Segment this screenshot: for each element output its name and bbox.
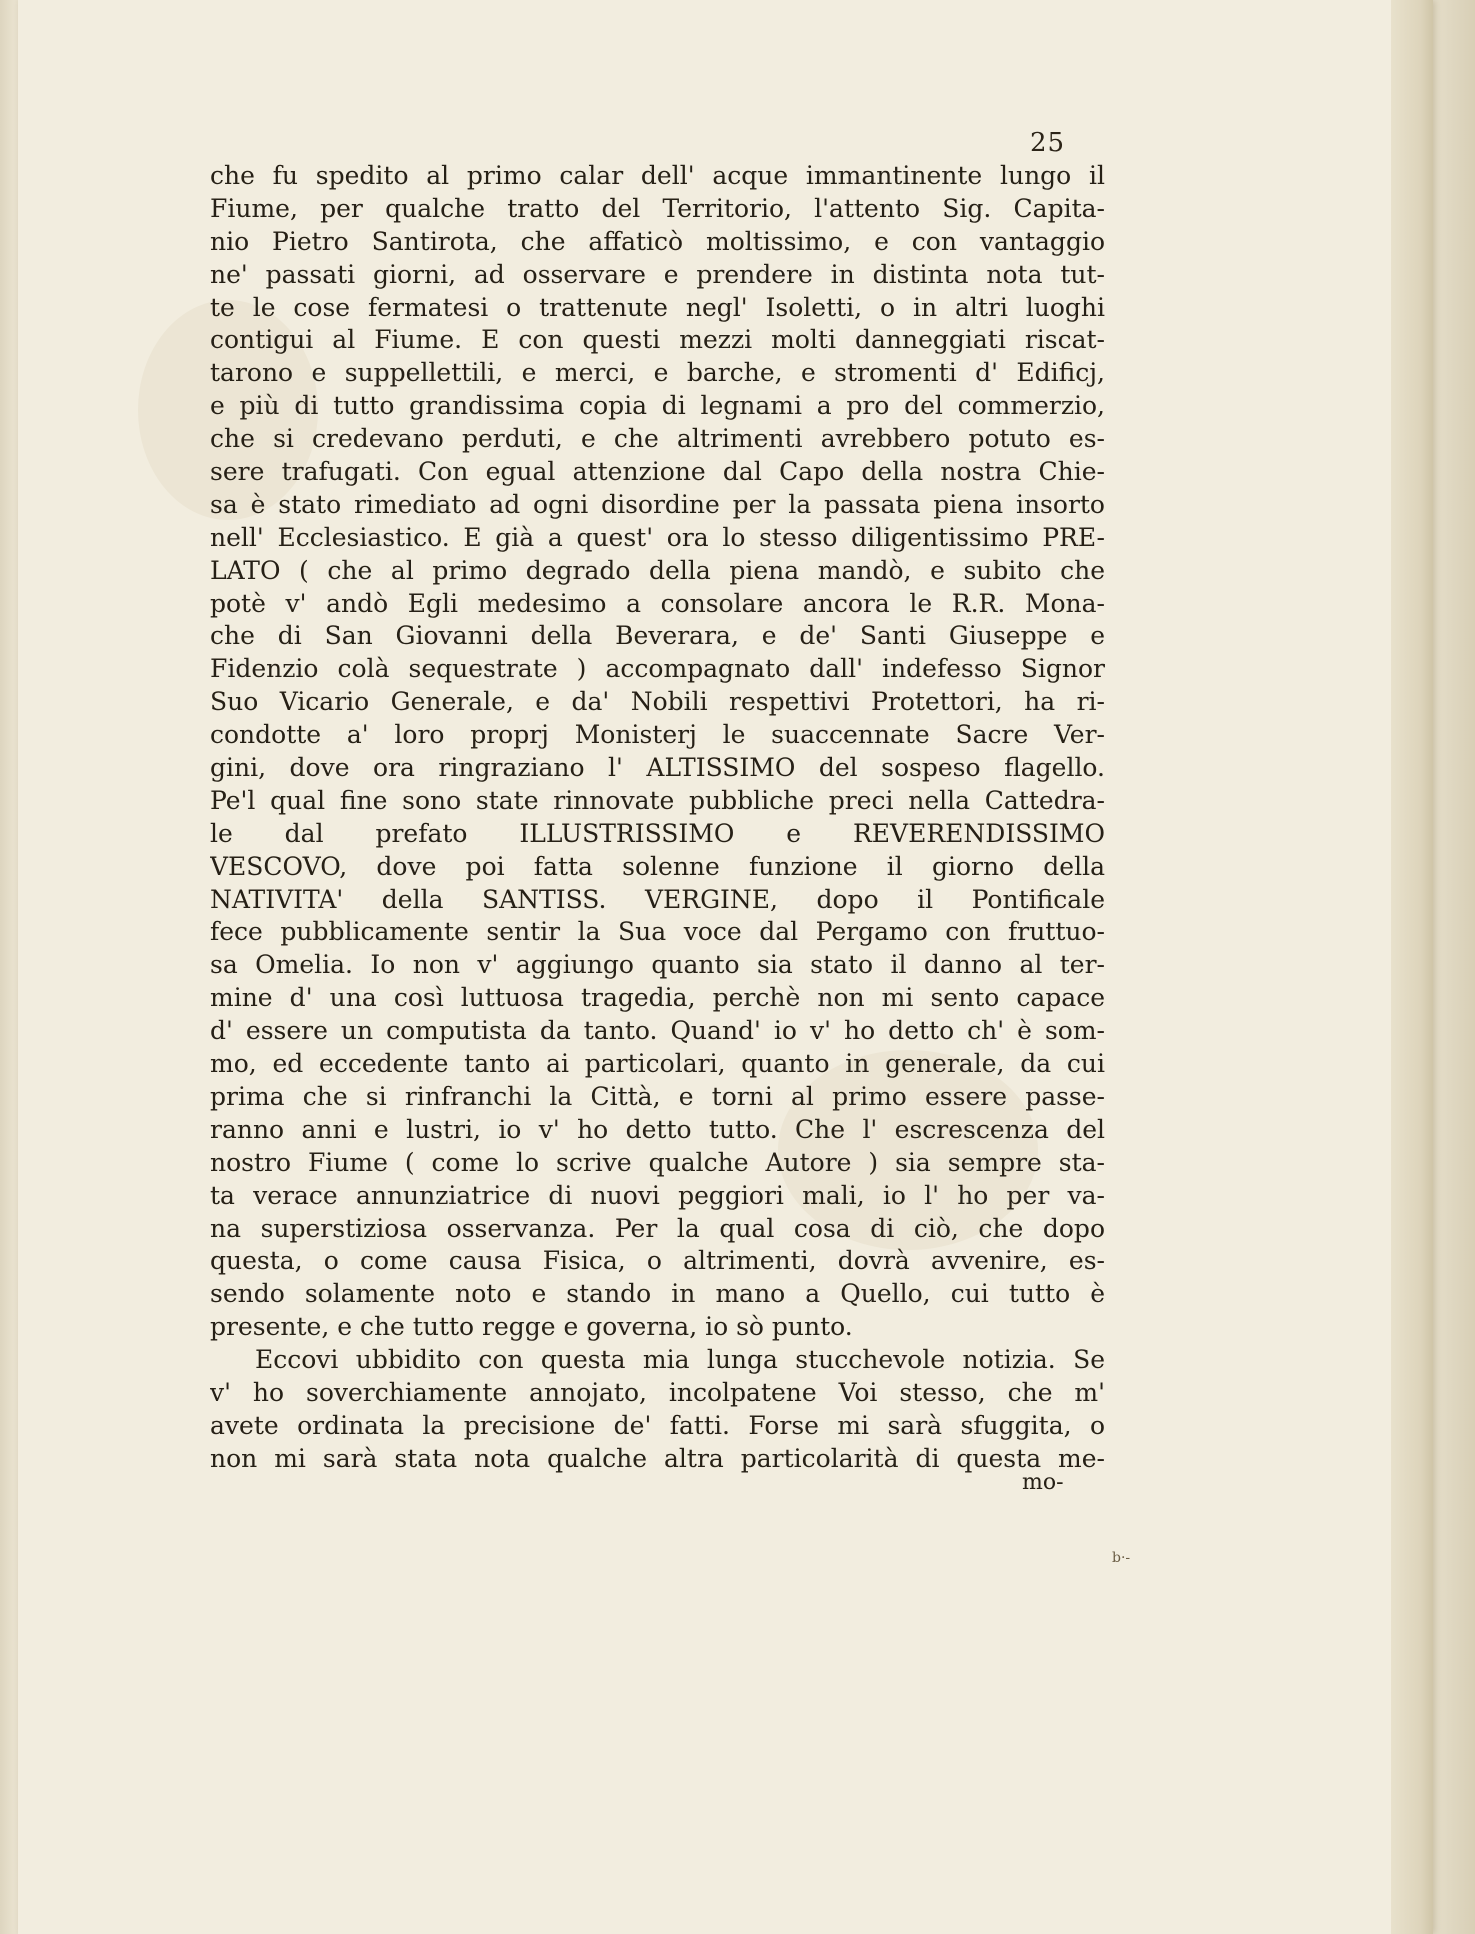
text-line: mine d' una così luttuosa tragedia, perchè non mi sento capace bbox=[210, 983, 1105, 1013]
text-line: potè v' andò Egli medesimo a consolare ancora le R.R. Mona- bbox=[210, 588, 1105, 618]
text-block bbox=[210, 160, 1105, 1476]
text-line: contigui al Fiume. E con questi mezzi molti danneggiati riscat- bbox=[210, 325, 1105, 355]
text-line: e più di tutto grandissima copia di legnami a pro del commerzio, bbox=[210, 391, 1105, 421]
text-line: Fiume, per qualche tratto del Territorio, l'attento Sig. Capita- bbox=[210, 193, 1105, 223]
margin-mark: b·- bbox=[1112, 1550, 1131, 1566]
page-number: 25 bbox=[1030, 128, 1066, 158]
text-line: d' essere un computista da tanto. Quand' io v' ho detto ch' è som- bbox=[210, 1016, 1105, 1046]
text-line: na superstiziosa osservanza. Per la qual cosa di ciò, che dopo bbox=[210, 1213, 1105, 1243]
text-line: che di San Giovanni della Beverara, e de' Santi Giuseppe e bbox=[210, 621, 1105, 651]
text-line: le dal prefato ILLUSTRISSIMO e REVERENDISSIMO bbox=[210, 818, 1105, 848]
text-line: presente, e che tutto regge e governa, io sò punto. bbox=[210, 1312, 853, 1342]
text-line: v' ho soverchiamente annojato, incolpatene Voi stesso, che m' bbox=[210, 1377, 1105, 1407]
text-line: prima che si rinfranchi la Città, e torni al primo essere passe- bbox=[210, 1081, 1105, 1111]
text-line: Pe'l qual fine sono state rinnovate pubbliche preci nella Cattedra- bbox=[210, 785, 1105, 815]
catchword: mo- bbox=[1022, 1470, 1064, 1495]
text-line: nell' Ecclesiastico. E già a quest' ora lo stesso diligentissimo PRE- bbox=[210, 522, 1105, 552]
text-line: sendo solamente noto e stando in mano a Quello, cui tutto è bbox=[210, 1279, 1105, 1309]
text-line: avete ordinata la precisione de' fatti. Forse mi sarà sfuggita, o bbox=[210, 1410, 1105, 1440]
text-line: mo, ed eccedente tanto ai particolari, quanto in generale, da cui bbox=[210, 1049, 1105, 1079]
page-edge bbox=[1391, 0, 1433, 1934]
text-line: ranno anni e lustri, io v' ho detto tutto. Che l' escrescenza del bbox=[210, 1114, 1105, 1144]
text-line: Suo Vicario Generale, e da' Nobili respettivi Protettori, ha ri- bbox=[210, 687, 1105, 717]
text-line: ta verace annunziatrice di nuovi peggiori mali, io l' ho per va- bbox=[210, 1180, 1105, 1210]
text-line: che fu spedito al primo calar dell' acque immantinente lungo il bbox=[210, 161, 1105, 190]
text-line: nio Pietro Santirota, che affaticò moltissimo, e con vantaggio bbox=[210, 226, 1105, 256]
text-line: ne' passati giorni, ad osservare e prendere in distinta nota tut- bbox=[210, 259, 1105, 289]
text-line: non mi sarà stata nota qualche altra particolarità di questa me- bbox=[210, 1443, 1105, 1473]
text-line: questa, o come causa Fisica, o altrimenti, dovrà avvenire, es- bbox=[210, 1246, 1105, 1276]
text-line: sa Omelia. Io non v' aggiungo quanto sia stato il danno al ter- bbox=[210, 950, 1105, 980]
text-line: che si credevano perduti, e che altrimenti avrebbero potuto es- bbox=[210, 424, 1105, 454]
text-line: Fidenzio colà sequestrate ) accompagnato dall' indefesso Signor bbox=[210, 654, 1105, 684]
text-line: NATIVITA' della SANTISS. VERGINE, dopo il Pontificale bbox=[210, 884, 1105, 914]
text-line: sere trafugati. Con egual attenzione dal Capo della nostra Chie- bbox=[210, 457, 1105, 487]
text-line: nostro Fiume ( come lo scrive qualche Autore ) sia sempre sta- bbox=[210, 1147, 1105, 1177]
text-line: sa è stato rimediato ad ogni disordine per la passata piena insorto bbox=[210, 489, 1105, 519]
text-line: te le cose fermatesi o trattenute negl' Isoletti, o in altri luoghi bbox=[210, 292, 1105, 322]
text-line: VESCOVO, dove poi fatta solenne funzione il giorno della bbox=[210, 851, 1105, 881]
text-line: gini, dove ora ringraziano l' ALTISSIMO del sospeso flagello. bbox=[210, 753, 1105, 783]
text-line: Eccovi ubbidito con questa mia lunga stucchevole notizia. Se bbox=[255, 1345, 1105, 1375]
text-line: tarono e suppellettili, e merci, e barche, e stromenti d' Edificj, bbox=[210, 358, 1105, 388]
text-line: condotte a' loro proprj Monisterj le suaccennate Sacre Ver- bbox=[210, 720, 1105, 750]
text-line: LATO ( che al primo degrado della piena mandò, e subito che bbox=[210, 555, 1105, 585]
text-line: fece pubblicamente sentir la Sua voce dal Pergamo con fruttuo- bbox=[210, 917, 1105, 947]
